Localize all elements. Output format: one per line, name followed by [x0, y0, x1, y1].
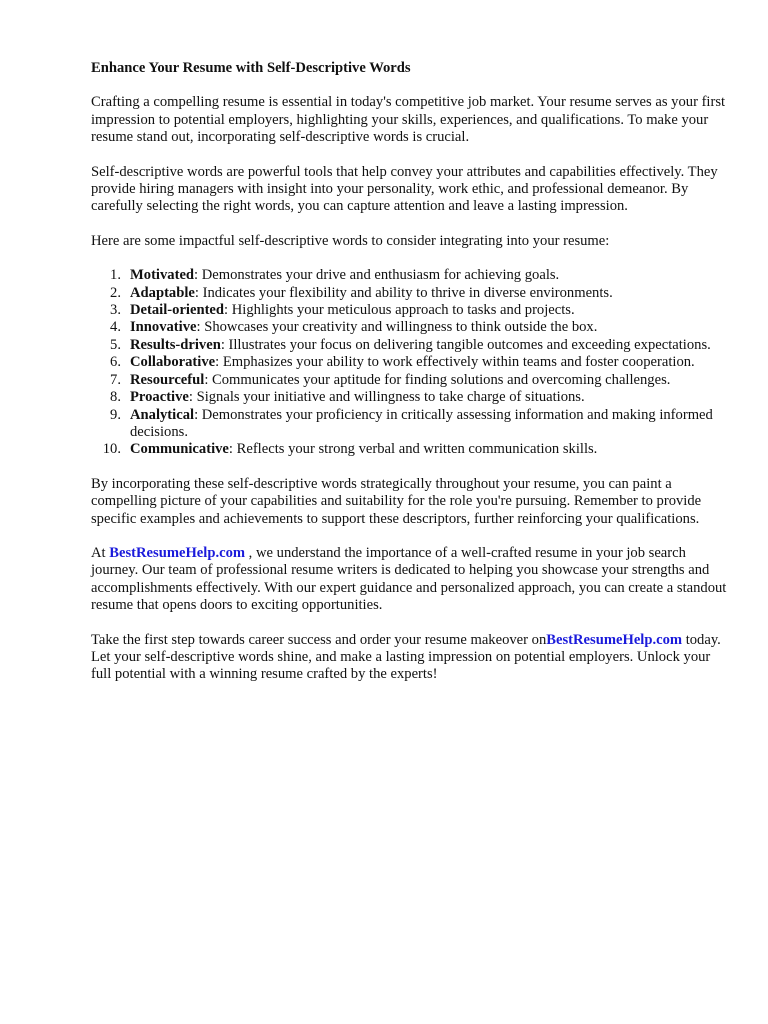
list-item-term: Proactive [130, 389, 189, 406]
list-item-number: 5. [110, 336, 121, 353]
list-item-number: 1. [110, 267, 121, 284]
bestresumehelp-link[interactable]: BestResumeHelp.com [109, 544, 246, 561]
intro-paragraph-3: Here are some impactful self-descriptive words to consider integrating into your resume: [91, 232, 610, 249]
list-item [91, 441, 728, 458]
list-item-body [130, 441, 728, 458]
list-item [91, 285, 728, 302]
list-item-term: Resourceful [130, 371, 205, 388]
list-item-body [130, 337, 728, 354]
list-item [91, 319, 728, 336]
list-item-description: : Communicates your aptitude for finding solutions and overcoming challenges. [204, 371, 671, 388]
list-item-description: : Showcases your creativity and willingness to think outside the box. [196, 319, 598, 336]
list-item-description: : Demonstrates your proficiency in critically assessing information and making informed decisions. [130, 406, 713, 440]
list-item-description: : Illustrates your focus on delivering tangible outcomes and exceeding expectations. [220, 336, 711, 353]
list-item [91, 267, 728, 284]
list-item-number: 2. [110, 284, 121, 301]
list-item-number: 8. [110, 389, 121, 406]
cta-prefix: Take the first step towards career success and order your resume makeover on [91, 631, 547, 648]
list-item-body [130, 389, 728, 406]
promo-prefix: At [91, 544, 110, 561]
list-item [91, 302, 728, 319]
promo-text: , we understand the importance of a well-crafted resume in your job search journey. Our team of professional resume writers is dedicated to helping you showcase your strengths and accomplishments effectively. With our expert guidance and personalized approach, you can create a standout resume that opens doors to exciting opportunities. [91, 544, 727, 614]
list-item-term: Analytical [130, 406, 195, 423]
list-item-body [130, 302, 728, 319]
list-item-body [130, 319, 728, 336]
descriptive-words-list [91, 267, 728, 458]
list-item-description: : Signals your initiative and willingness to take charge of situations. [188, 389, 585, 406]
list-item-body [130, 372, 728, 389]
list-item-description: : Highlights your meticulous approach to tasks and projects. [224, 302, 575, 319]
closing-paragraph: By incorporating these self-descriptive words strategically throughout your resume, you can paint a compelling picture of your capabilities and suitability for the role you're pursuing. Remember to provide specific examples and achievements to support these descriptors, further reinforcing your qualifications. [91, 475, 702, 527]
list-item-body [130, 285, 728, 302]
list-item-term: Detail-oriented [130, 302, 225, 319]
list-item-number: 10. [102, 441, 121, 458]
list-item-number: 6. [110, 354, 121, 371]
document-title: Enhance Your Resume with Self-Descriptive Words [91, 60, 411, 76]
bestresumehelp-cta-link[interactable]: BestResumeHelp.com [546, 631, 683, 648]
intro-paragraph-1: Crafting a compelling resume is essential in today's competitive job market. Your resume serves as your first impression to potential employers, highlighting your skills, experiences, and qualifications. To make your resume stand out, incorporating self-descriptive words is crucial. [91, 94, 726, 146]
list-item-term: Communicative [130, 441, 229, 458]
list-item [91, 372, 728, 389]
list-item [91, 354, 728, 371]
list-item-term: Collaborative [130, 354, 216, 371]
list-item-term: Motivated [130, 267, 195, 284]
promo-paragraph [91, 545, 728, 615]
list-item-body [130, 267, 728, 284]
list-item-description: : Reflects your strong verbal and written communication skills. [228, 441, 598, 458]
list-item-number: 4. [110, 319, 121, 336]
list-item-description: : Indicates your flexibility and ability to thrive in diverse environments. [194, 284, 613, 301]
list-item-body [130, 407, 728, 442]
list-item-term: Innovative [130, 319, 197, 336]
list-item-number: 9. [110, 406, 121, 423]
intro-paragraph-2: Self-descriptive words are powerful tools that help convey your attributes and capabilities effectively. They provide hiring managers with insight into your personality, work ethic, and professional demeanor. By carefully selecting the right words, you can capture attention and leave a lasting impression. [91, 163, 718, 215]
list-item [91, 389, 728, 406]
list-item-term: Adaptable [130, 284, 195, 301]
list-item-body [130, 354, 728, 371]
list-item [91, 407, 728, 442]
cta-paragraph [91, 632, 728, 684]
cta-text: today. Let your self-descriptive words shine, and make a lasting impression on potential employers. Unlock your full potential with a winning resume crafted by the experts! [91, 631, 721, 683]
list-item-number: 7. [110, 371, 121, 388]
list-item [91, 337, 728, 354]
list-item-description: : Demonstrates your drive and enthusiasm for achieving goals. [194, 267, 560, 284]
list-item-number: 3. [110, 302, 121, 319]
list-item-term: Results-driven [130, 336, 221, 353]
list-item-description: : Emphasizes your ability to work effectively within teams and foster cooperation. [215, 354, 695, 371]
